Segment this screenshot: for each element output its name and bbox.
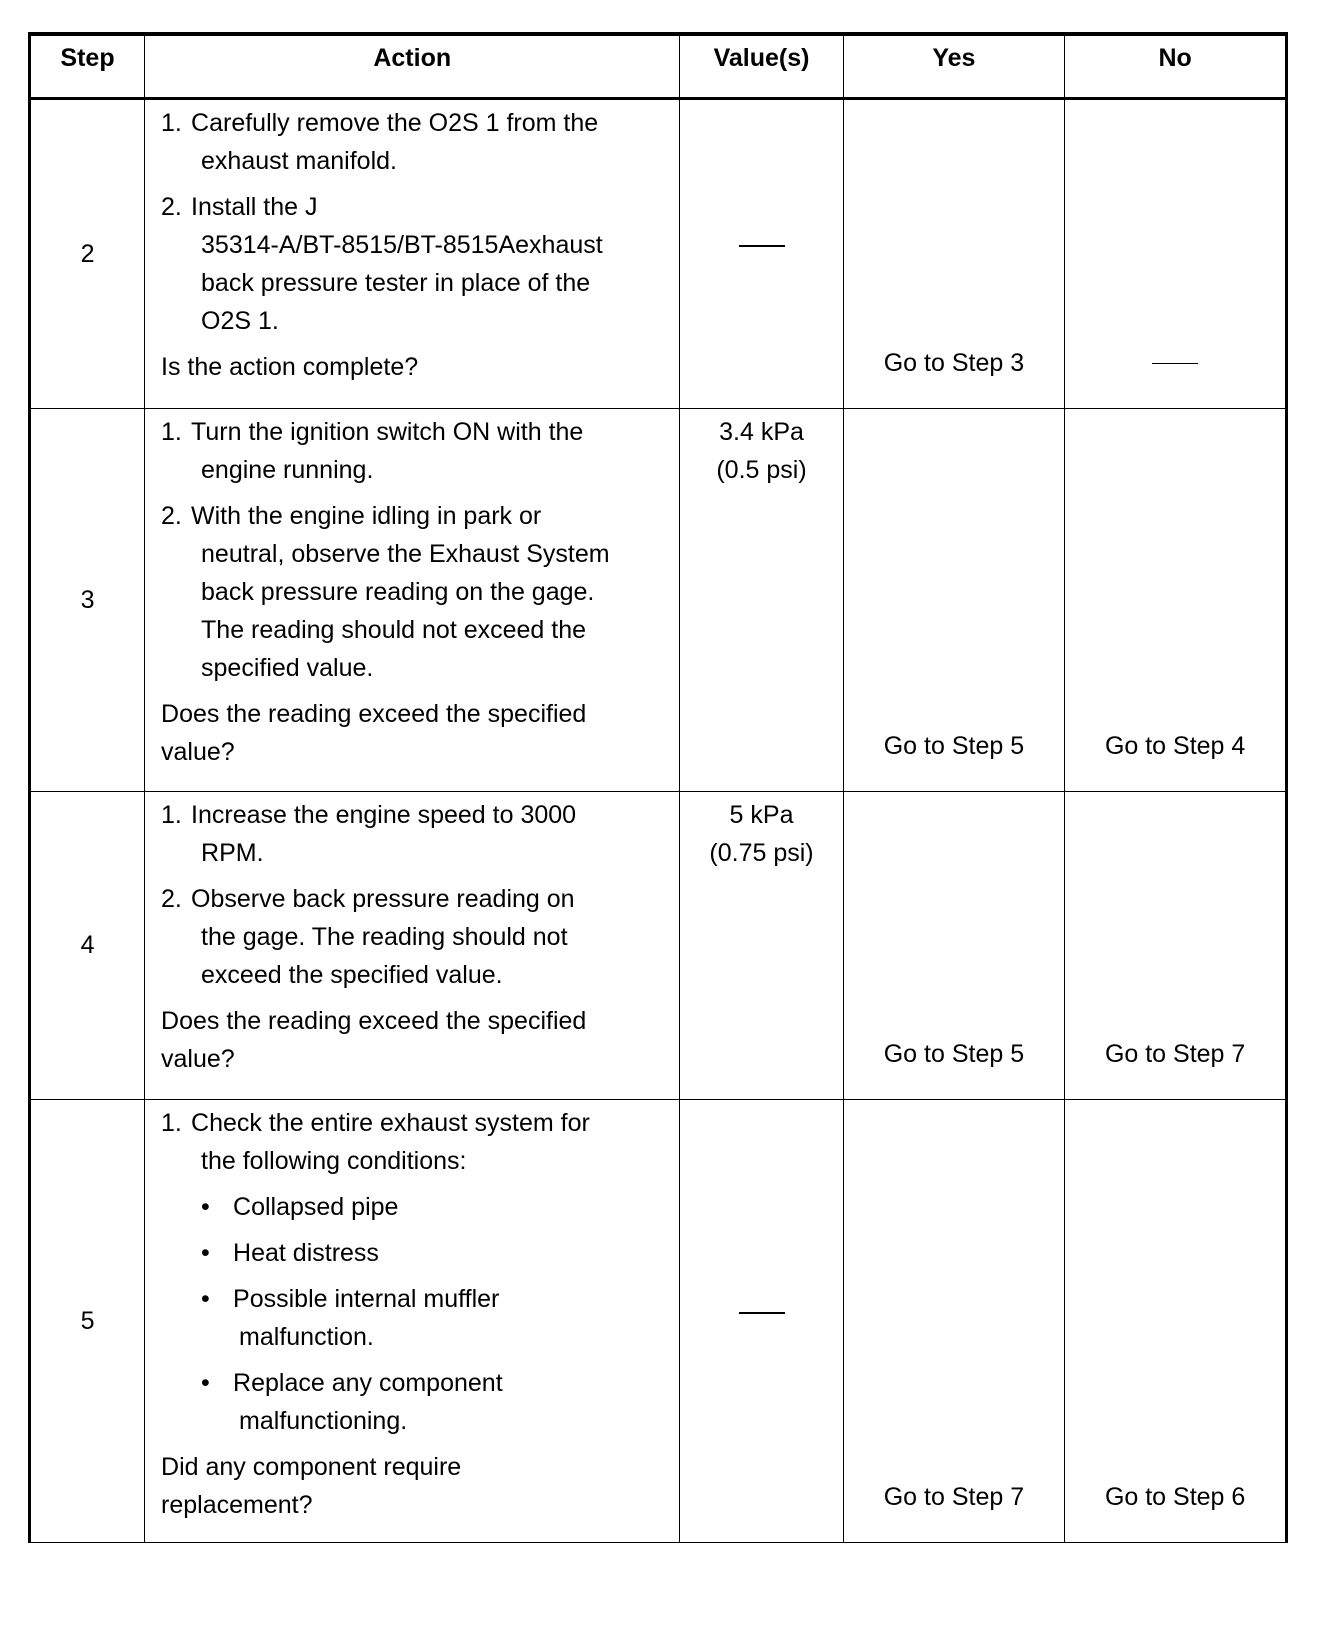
action-item [161, 104, 665, 180]
header-action: Action [145, 34, 680, 98]
item-line: RPM. [201, 838, 264, 867]
action-item [161, 880, 665, 994]
step-cell: 3 [30, 408, 145, 791]
header-yes: Yes [843, 34, 1065, 98]
action-question [161, 1448, 665, 1524]
yes-cell: Go to Step 3 [843, 98, 1065, 408]
question-line: replacement? [161, 1490, 313, 1519]
bullet-item [201, 1364, 665, 1440]
item-number: 1. [161, 1108, 182, 1137]
item-line: O2S 1. [201, 306, 279, 335]
table-row [30, 98, 1287, 408]
question-line: Is the action complete? [161, 352, 419, 381]
item-line: Check the entire exhaust system for [191, 1108, 590, 1137]
value-dash [739, 245, 785, 247]
question-line: Does the reading exceed the specified [161, 699, 587, 728]
item-number: 1. [161, 800, 182, 829]
no-cell: Go to Step 6 [1065, 1099, 1287, 1542]
action-question [161, 695, 665, 771]
item-line: specified value. [201, 653, 374, 682]
item-line: Observe back pressure reading on [191, 884, 575, 913]
item-line: the gage. The reading should not [201, 922, 568, 951]
item-line: exhaust manifold. [201, 146, 397, 175]
action-item [161, 188, 665, 340]
bullet-line: malfunction. [239, 1322, 374, 1351]
item-line: exceed the specified value. [201, 960, 503, 989]
header-no: No [1065, 34, 1287, 98]
header-values: Value(s) [680, 34, 843, 98]
bullet-text [233, 1280, 499, 1356]
bullet-icon: • [201, 1192, 210, 1221]
item-text [191, 497, 665, 687]
item-line: back pressure reading on the gage. [201, 577, 595, 606]
item-line: Turn the ignition switch ON with the [191, 417, 584, 446]
item-text [191, 1104, 665, 1180]
item-line: neutral, observe the Exhaust System [201, 539, 610, 568]
yes-cell: Go to Step 5 [843, 408, 1065, 791]
no-dash [1152, 363, 1198, 364]
step-cell: 2 [30, 98, 145, 408]
item-text [191, 188, 665, 340]
question-line: Does the reading exceed the specified [161, 1006, 587, 1035]
bullet-icon: • [201, 1368, 210, 1397]
value-cell [680, 1099, 843, 1542]
value-line: 3.4 kPa [719, 417, 804, 446]
item-number: 2. [161, 501, 182, 530]
value-dash [739, 1312, 785, 1314]
item-line: Carefully remove the O2S 1 from the [191, 108, 599, 137]
action-item [161, 796, 665, 872]
item-line: Increase the engine speed to 3000 [191, 800, 577, 829]
table-row [30, 408, 1287, 791]
bullet-item [201, 1280, 665, 1356]
item-number: 2. [161, 192, 182, 221]
item-number: 1. [161, 417, 182, 446]
bullet-line: Collapsed pipe [233, 1192, 399, 1221]
no-cell: Go to Step 7 [1065, 791, 1287, 1099]
table-row [30, 1099, 1287, 1542]
bullet-item [201, 1188, 665, 1226]
action-cell [145, 1099, 680, 1542]
question-line: value? [161, 737, 235, 766]
value-cell [680, 98, 843, 408]
bullet-item [201, 1234, 665, 1272]
value-cell [680, 791, 843, 1099]
header-row [30, 34, 1287, 98]
action-cell [145, 98, 680, 408]
action-question [161, 1002, 665, 1078]
bullet-icon: • [201, 1284, 210, 1313]
value-line: 5 kPa [729, 800, 794, 829]
bullet-text [233, 1188, 398, 1226]
item-text [191, 104, 665, 180]
bullet-text [233, 1364, 503, 1440]
question-line: value? [161, 1044, 235, 1073]
action-item [161, 497, 665, 687]
item-number: 2. [161, 884, 182, 913]
item-line: With the engine idling in park or [191, 501, 542, 530]
item-text [191, 413, 665, 489]
bullet-line: Heat distress [233, 1238, 379, 1267]
no-cell [1065, 98, 1287, 408]
value-cell [680, 408, 843, 791]
step-cell: 5 [30, 1099, 145, 1542]
diagnostic-table [28, 32, 1288, 1543]
item-line: back pressure tester in place of the [201, 268, 591, 297]
bullet-line: Possible internal muffler [233, 1284, 500, 1313]
action-item [161, 1104, 665, 1180]
item-line: Install the J [191, 192, 318, 221]
bullet-line: Replace any component [233, 1368, 503, 1397]
item-line: engine running. [201, 455, 374, 484]
action-cell [145, 408, 680, 791]
value-line: (0.5 psi) [716, 455, 807, 484]
action-cell [145, 791, 680, 1099]
bullet-icon: • [201, 1238, 210, 1267]
yes-cell: Go to Step 7 [843, 1099, 1065, 1542]
question-line: Did any component require [161, 1452, 462, 1481]
action-question [161, 348, 665, 386]
item-line: The reading should not exceed the [201, 615, 587, 644]
value-line: (0.75 psi) [709, 838, 814, 867]
bullet-text [233, 1234, 379, 1272]
item-text [191, 796, 665, 872]
item-line: the following conditions: [201, 1146, 467, 1175]
item-number: 1. [161, 108, 182, 137]
yes-cell: Go to Step 5 [843, 791, 1065, 1099]
item-text [191, 880, 665, 994]
table-row [30, 791, 1287, 1099]
item-line: 35314-A/BT-8515/BT-8515Aexhaust [201, 230, 603, 259]
bullet-line: malfunctioning. [239, 1406, 408, 1435]
header-step: Step [30, 34, 145, 98]
step-cell: 4 [30, 791, 145, 1099]
action-item [161, 413, 665, 489]
no-cell: Go to Step 4 [1065, 408, 1287, 791]
